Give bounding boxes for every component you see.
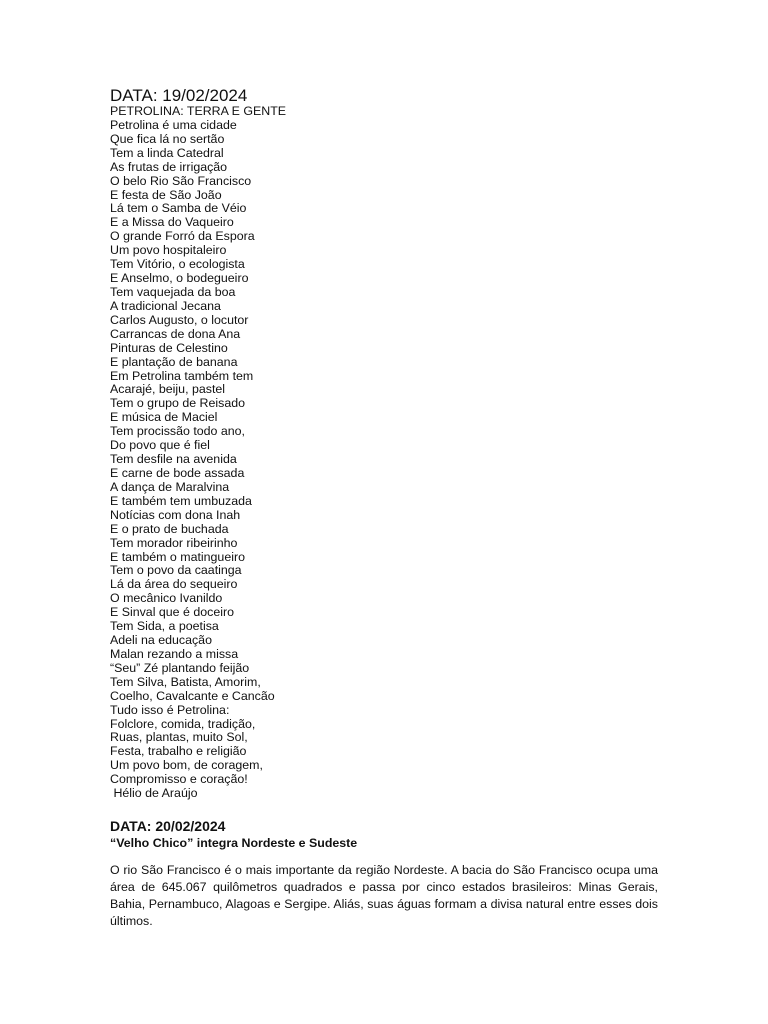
poem-line: Acarajé, beiju, pastel: [110, 382, 226, 397]
poem-line: Carrancas de dona Ana: [110, 326, 241, 341]
poem-line: Em Petrolina também tem: [110, 368, 254, 383]
poem-line: Que fica lá no sertão: [110, 131, 225, 146]
poem-line: Festa, trabalho e religião: [110, 744, 247, 759]
poem-line: E também o matingueiro: [110, 549, 245, 564]
poem-line: Notícias com dona Inah: [110, 507, 241, 522]
poem-title: PETROLINA: TERRA E GENTE: [110, 104, 287, 118]
poem-line: E a Missa do Vaqueiro: [110, 215, 234, 230]
poem-line: E música de Maciel: [110, 410, 218, 425]
section2-date-heading: DATA: 20/02/2024: [110, 818, 226, 834]
poem-line: Lá tem o Samba de Véio: [110, 201, 247, 216]
poem-line: E o prato de buchada: [110, 521, 229, 536]
poem-line: Folclore, comida, tradição,: [110, 716, 256, 731]
poem-line: Carlos Augusto, o locutor: [110, 312, 249, 327]
poem-line: O grande Forró da Espora: [110, 229, 255, 244]
poem-line: Tem desfile na avenida: [110, 452, 237, 467]
poem-line: Tem o povo da caatinga: [110, 563, 242, 578]
poem-line: Pinturas de Celestino: [110, 340, 228, 355]
poem-line: Um povo hospitaleiro: [110, 243, 227, 258]
poem-line: E Anselmo, o bodegueiro: [110, 271, 249, 286]
poem-line: A tradicional Jecana: [110, 298, 221, 313]
poem-line: E festa de São João: [110, 187, 222, 202]
poem: [110, 105, 510, 801]
poem-line: Compromisso e coração!: [110, 772, 248, 787]
poem-line: E Sinval que é doceiro: [110, 605, 234, 620]
poem-line: E plantação de banana: [110, 354, 238, 369]
poem-line: Tem vaquejada da boa: [110, 284, 236, 299]
poem-line: Tem a linda Catedral: [110, 145, 224, 160]
poem-line: Tem Silva, Batista, Amorim,: [110, 674, 261, 689]
poem-line: “Seu” Zé plantando feijão: [110, 660, 250, 675]
poem-line: O belo Rio São Francisco: [110, 173, 252, 188]
poem-line: A dança de Maralvina: [110, 479, 230, 494]
section2-subtitle: “Velho Chico” integra Nordeste e Sudeste: [110, 836, 358, 850]
poem-line: Tem procissão todo ano,: [110, 424, 245, 439]
section2-paragraph: O rio São Francisco é o mais importante da região Nordeste. A bacia do São Francisco ocupa uma área de 645.067 quilômetros quadrados e passa por cinco estados brasileiros: Minas Gerais, Bahia, Pernambuco, Alagoas e Sergipe. Aliás, suas águas formam a divisa natural entre esses dois últimos.: [110, 863, 658, 928]
poem-line: E carne de bode assada: [110, 465, 245, 480]
poem-line: Tem Sida, a poetisa: [110, 619, 219, 634]
poem-line: Petrolina é uma cidade: [110, 117, 237, 132]
poem-line: Tem Vitório, o ecologista: [110, 257, 245, 272]
poem-line: E também tem umbuzada: [110, 493, 252, 508]
poem-line: As frutas de irrigação: [110, 159, 228, 174]
poem-line: Tem o grupo de Reisado: [110, 396, 246, 411]
poem-line: Coelho, Cavalcante e Cancão: [110, 688, 275, 703]
poem-line: Ruas, plantas, muito Sol,: [110, 730, 248, 745]
poem-line: Malan rezando a missa: [110, 646, 239, 661]
poem-line: O mecânico Ivanildo: [110, 591, 223, 606]
poem-line: Tudo isso é Petrolina:: [110, 702, 230, 717]
section1-date-heading: DATA: 19/02/2024: [110, 86, 248, 105]
poem-line: Tem morador ribeirinho: [110, 535, 238, 550]
poem-line: Lá da área do sequeiro: [110, 577, 238, 592]
poem-line: Adeli na educação: [110, 633, 212, 648]
poem-author: Hélio de Araújo: [110, 786, 198, 801]
poem-line: Um povo bom, de coragem,: [110, 758, 263, 773]
poem-line: Do povo que é fiel: [110, 438, 210, 453]
